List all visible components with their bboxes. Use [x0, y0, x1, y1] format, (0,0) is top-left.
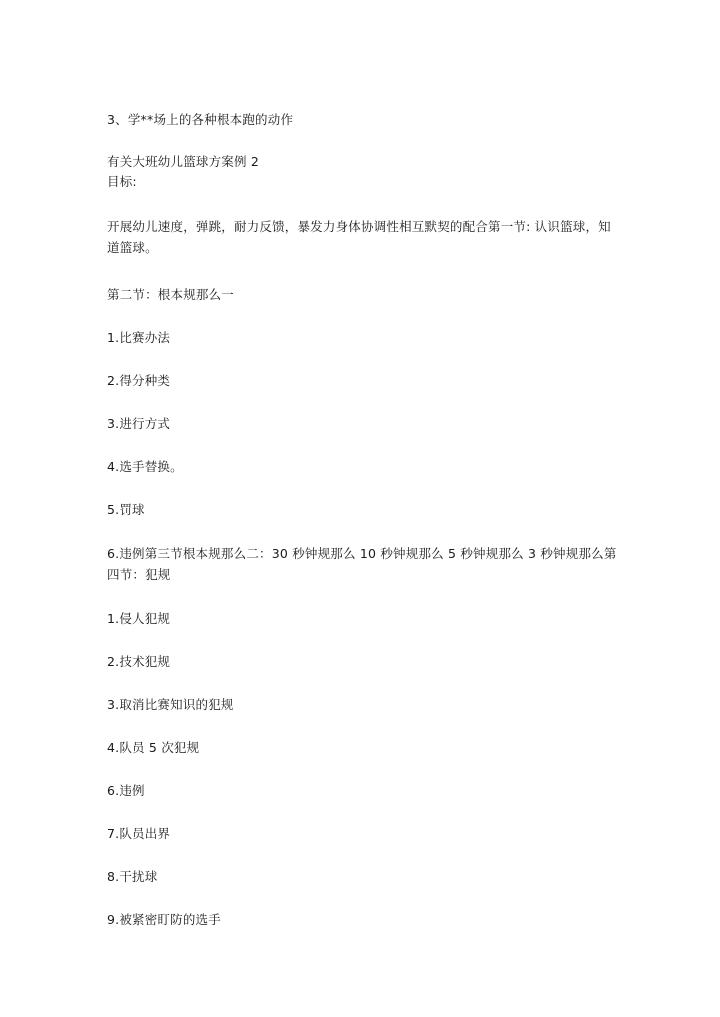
goal-heading: 目标:	[107, 174, 137, 189]
list-item: 9.被紧密盯防的选手	[107, 912, 221, 927]
list-item: 4.队员 5 次犯规	[107, 740, 200, 755]
section-title: 有关大班幼儿篮球方案例 2	[107, 154, 260, 169]
goal-paragraph: 开展幼儿速度，弹跳，耐力反馈，暴发力身体协调性相互默契的配合第一节: 认识篮球，知道篮球。	[107, 219, 611, 255]
list-item: 2.技术犯规	[107, 654, 171, 669]
list-item: 6.违例	[107, 783, 145, 798]
paragraph-running-actions: 3、学**场上的各种根本跑的动作	[107, 112, 294, 127]
list-item: 5.罚球	[107, 502, 145, 517]
list-item: 4.选手替换。	[107, 459, 183, 474]
list-item: 1.侵人犯规	[107, 611, 171, 626]
rules-paragraph: 6.违例第三节根本规那么二：30 秒钟规那么 10 秒钟规那么 5 秒钟规那么 3 秒钟规那么第四节：犯规	[107, 546, 617, 582]
list-item: 8.干扰球	[107, 869, 158, 884]
section-two-heading: 第二节：根本规那么一	[107, 287, 235, 302]
list-item: 2.得分种类	[107, 373, 171, 388]
list-item: 3.进行方式	[107, 416, 171, 431]
list-item: 1.比赛办法	[107, 330, 171, 345]
list-item: 3.取消比赛知识的犯规	[107, 697, 234, 712]
list-item: 7.队员出界	[107, 826, 171, 841]
